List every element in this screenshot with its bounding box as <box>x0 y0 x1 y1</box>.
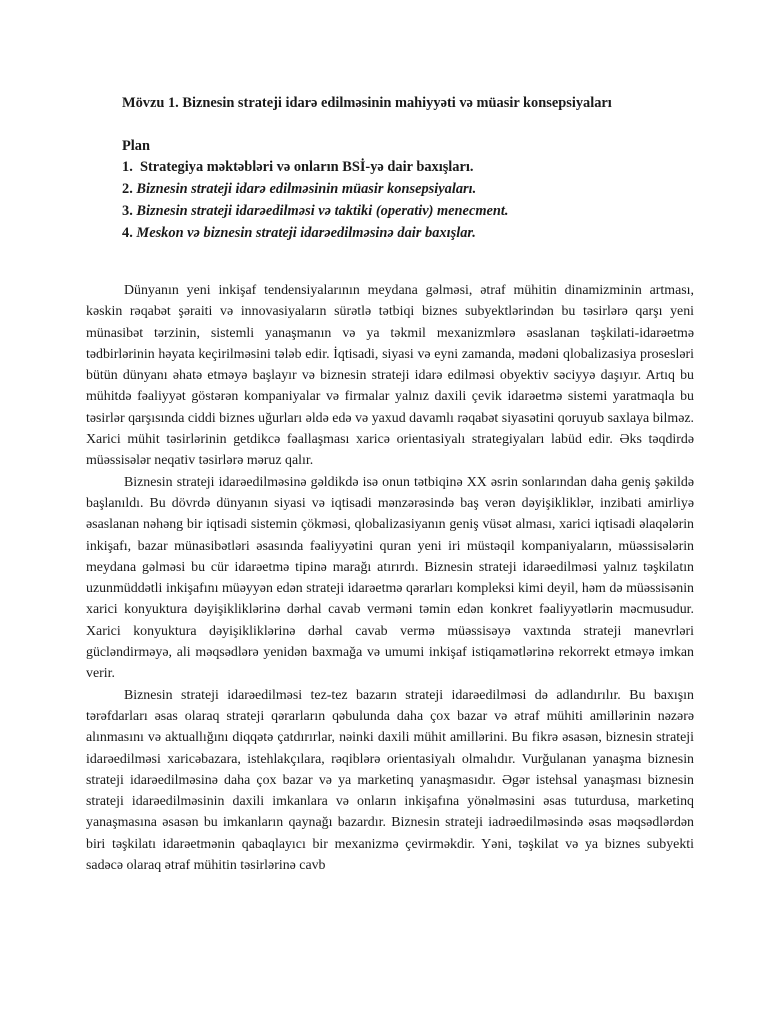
plan-item <box>122 179 722 201</box>
plan-item-text: Strategiya məktəbləri və onların BSİ-yə dair baxışları. <box>132 159 474 175</box>
plan-heading: Plan <box>122 138 150 154</box>
document-title: Mövzu 1. Biznesin strateji idarə edilməsinin mahiyyəti və müasir konsepsiyaları <box>122 95 612 111</box>
plan-item-text: Biznesin strateji idarəedilməsi və taktiki (operativ) menecment. <box>132 203 509 219</box>
body-text <box>86 280 694 876</box>
body-paragraph: Biznesin strateji idarəedilməsinə gəldikdə isə onun tətbiqinə XX əsrin sonlarından daha geniş şəkildə başlanıldı. Bu dövrdə dünyanın siyasi və iqtisadi mənzərəsində baş verən dəyişikliklər, inzibati amirliyə əsaslanan nəhəng bir iqtisadi sistemin çökməsi, qlobalizasiyanın geniş vüsət alması, xarici iqtisadi əlaqələrin inkişafı, bazar münasibətləri əsasında fəaliyyətini quran yeni iri müstəqil kompaniyaların, müəssisələrin meydana gəlməsi bu cür idarəetmə tipinə marağı atırırdı. Biznesin strateji idarəedilməsi yalnız təşkilatın uzunmüddətli inkişafını müəyyən edən strateji idarəetmə qərarları kompleksi kimi deyil, həm də müəssisənin xarici konyuktura dəyişikliklərinə dərhal cavab verməni təmin edən konkret fəaliyyətlərin məcmusudur. Xarici konyuktura dəyişikliklərinə dərhal cavab vermə müəssisəyə vaxtında strateji manevrləri gücləndirməyə, ali məqsədlərə yenidən baxmağa və umumi inkişaf istiqamətlərinə rekorrekt etməyə imkan verir. <box>86 474 694 682</box>
plan-item <box>122 223 722 245</box>
plan-item <box>122 157 722 179</box>
body-paragraph: Biznesin strateji idarəedilməsi tez-tez bazarın strateji idarəedilməsi də adlandırılır. Bu baxışın tərəfdarları əsas olaraq strateji qərarların qəbulunda daha çox bazar və ətraf mühiti amillərinin nəzərə alınmasını və aktuallığını diqqətə çatdırırlar, nəinki daxili mühit amillərini. Bu fikrə əsasən, biznesin strateji idarəedilməsi xaricəbazara, istehlakçılara, rəqiblərə orientasiyalı olmalıdır. Vurğulanan yanaşma biznesin strateji idarəedilməsinə daha çox bazar və ya marketinq yanaşmasıdır. Əgər istehsal yanaşması biznesin strateji idarəedilməsinin daxili imkanlara və onların inkişafına yönəlməsini əsas tuturdusa, marketinq yanaşmasına əsasən bu imkanların qaynağı bazardır. Biznesin strateji iadrəedilməsində əsas məqsədlərdən biri təşkilatı idarəetmənin qabaqlayıcı bir mexanizmə çevirməkdir. Yəni, təşkilat və ya biznes subyekti sadəcə olaraq ətraf mühitin təsirlərinə cavb <box>86 687 694 874</box>
body-paragraph: Dünyanın yeni inkişaf tendensiyalarının meydana gəlməsi, ətraf mühitin dinamizminin artması, kəskin rəqabət şəraiti və innovasiyaların sürətlə tətbiqi biznes subyektlərindən bu təsirlərə qarşı yeni münasibət tərzinin, sistemli yanaşmanın və ya təkmil mexanizmlərə əsaslanan təşkilati-idarəetmə tədbirlərinin həyata keçirilməsini tələb edir. İqtisadi, siyasi və eyni zamanda, mədəni qlobalizasiya prosesləri bütün dünyanı əhatə etməyə başlayır və biznesin strateji idarə edilməsi obyektiv səciyyə daşıyır. Artıq bu mühitdə fəaliyyət göstərən kompaniyalar və firmalar yalnız daxili çevik idarəetmə sistemi yaratmaqla bu təsirlər qarşısında ciddi biznes uğurları əldə edə və yaxud davamlı rəqabət siyasətini qoruyub saxlaya bilməz. Xarici mühit təsirlərinin getdikcə fəallaşması xaricə orientasiyalı strategiyaları labüd edir. Əks təqdirdə müəssisələr neqativ təsirlərə məruz qalır. <box>86 283 694 469</box>
plan-item <box>122 201 722 223</box>
plan-item-number: 1. <box>122 159 133 175</box>
plan-item-number: 2. <box>122 181 133 197</box>
plan-list <box>122 157 722 245</box>
plan-item-text: Biznesin strateji idarə edilməsinin müasir konsepsiyaları. <box>132 181 477 197</box>
plan-item-number: 4. <box>122 225 133 241</box>
plan-item-text: Meskon və biznesin strateji idarəedilməsinə dair baxışlar. <box>132 225 476 241</box>
plan-item-number: 3. <box>122 203 133 219</box>
